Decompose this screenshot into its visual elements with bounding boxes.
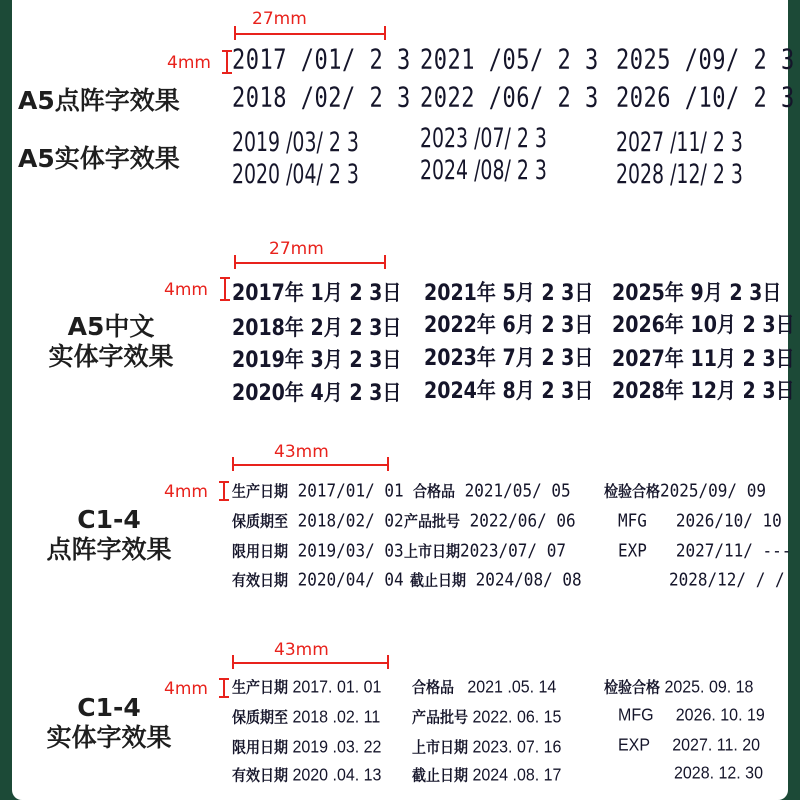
height-dimension-line [224, 277, 226, 301]
width-dimension-line [234, 33, 386, 35]
sample-row: 2024年 8月 2 3日 [424, 378, 594, 404]
sample-row: 2024 /08/ 2 3 [420, 155, 547, 185]
sample-row: 2026年 10月 2 3日 [612, 312, 795, 338]
width-dimension-tick-left [234, 255, 236, 269]
sample-row: 2021年 5月 2 3日 [424, 280, 594, 306]
width-dimension-tick-right [384, 255, 386, 269]
height-dimension-line [226, 50, 228, 74]
sample-row: 2023 /07/ 2 3 [420, 123, 547, 153]
height-dimension-cap-top [219, 678, 229, 680]
sample-row: 2028. 12. 30 [674, 764, 763, 783]
width-dimension-tick-left [234, 26, 236, 40]
sample-row: 产品批号 2022. 06. 15 [412, 708, 562, 727]
sample-row: 产品批号 2022/06/ 06 [404, 510, 576, 531]
sample-row: 生产日期 2017. 01. 01 [232, 678, 382, 697]
sample-row: 2025 /09/ 2 3 [616, 44, 795, 77]
height-dimension-cap-top [220, 277, 230, 279]
sample-row: 限用日期 2019 .03. 22 [232, 738, 382, 757]
section-label-line2: 点阵字效果 [46, 535, 172, 564]
sample-row: 2017 /01/ 2 3 [232, 44, 411, 77]
section-label-a5-cn [36, 312, 186, 372]
section-label-a5-dot: A5点阵字效果 [18, 86, 180, 115]
sample-row: 检验合格2025/09/ 09 [604, 480, 766, 501]
sample-row: 2027年 11月 2 3日 [612, 346, 795, 372]
section-a5-cn [12, 230, 795, 420]
width-dimension-line [234, 262, 386, 264]
height-dimension-line [223, 481, 225, 501]
sample-row: 2028 /12/ 2 3 [616, 159, 743, 189]
sample-row: 2020年 4月 2 3日 [232, 380, 402, 406]
sample-row: 上市日期2023/07/ 07 [404, 540, 566, 561]
section-label-c14-dot [24, 505, 194, 565]
section-label-line1: A5中文 [67, 312, 155, 341]
sample-row: 2023年 7月 2 3日 [424, 345, 594, 371]
sample-row: 2026 /10/ 2 3 [616, 82, 795, 115]
sample-row: 截止日期 2024 .08. 17 [412, 766, 562, 785]
sample-row: 有效日期 2020/04/ 04 [232, 569, 404, 590]
sample-row: 限用日期 2019/03/ 03 [232, 540, 404, 561]
width-dimension-tick-right [387, 655, 389, 669]
sample-row: EXP 2027/11/ --- [618, 540, 792, 561]
height-dimension-cap-bottom [219, 696, 229, 698]
section-label-line1: C1-4 [77, 505, 141, 534]
sample-row: 2025年 9月 2 3日 [612, 280, 782, 306]
sample-row: 2019年 3月 2 3日 [232, 347, 402, 373]
width-dimension-tick-left [232, 457, 234, 471]
sample-row: MFG 2026/10/ 10 [618, 510, 782, 531]
sample-row: 2018 /02/ 2 3 [232, 82, 411, 115]
width-dimension-tick-left [232, 655, 234, 669]
width-label: 43mm [274, 640, 329, 660]
sample-row: 2021 /05/ 2 3 [420, 44, 599, 77]
sample-row: 2018年 2月 2 3日 [232, 315, 402, 341]
height-dimension-cap-top [222, 50, 232, 52]
height-dimension-cap-top [219, 481, 229, 483]
sample-row: 2017年 1月 2 3日 [232, 280, 402, 306]
sample-row: 2022年 6月 2 3日 [424, 312, 594, 338]
height-dimension-cap-bottom [219, 499, 229, 501]
sample-row: MFG 2026. 10. 19 [618, 706, 765, 725]
height-dimension-cap-bottom [222, 72, 232, 74]
width-dimension-line [232, 464, 389, 466]
sample-row: 2019 /03/ 2 3 [232, 127, 359, 157]
width-label: 43mm [274, 442, 329, 462]
height-dimension-cap-bottom [220, 299, 230, 301]
sample-row: 保质期至 2018/02/ 02 [232, 510, 404, 531]
section-label-a5-solid: A5实体字效果 [18, 144, 180, 173]
sample-row: 2022 /06/ 2 3 [420, 82, 599, 115]
sample-row: 生产日期 2017/01/ 01 [232, 480, 404, 501]
sample-row: 保质期至 2018 .02. 11 [232, 708, 381, 727]
height-label: 4mm [164, 280, 208, 300]
sample-row: 检验合格 2025. 09. 18 [604, 678, 754, 697]
sample-row: 有效日期 2020 .04. 13 [232, 766, 382, 785]
section-label-line2: 实体字效果 [46, 723, 172, 752]
sample-row: 合格品 2021/05/ 05 [413, 480, 571, 501]
section-label-c14-solid [24, 693, 194, 753]
sample-row: EXP 2027. 11. 20 [618, 736, 761, 755]
sample-row: 合格品 2021 .05. 14 [412, 678, 557, 697]
height-label: 4mm [164, 679, 208, 699]
section-label-line2: 实体字效果 [48, 342, 174, 371]
sample-row: 截止日期 2024/08/ 08 [410, 569, 582, 590]
width-dimension-tick-right [387, 457, 389, 471]
width-label: 27mm [269, 239, 324, 259]
sample-card [12, 0, 795, 800]
width-dimension-tick-right [384, 26, 386, 40]
height-label: 4mm [167, 53, 211, 73]
sample-row: 2028/12/ / / [669, 569, 785, 590]
width-label: 27mm [252, 9, 307, 29]
sample-row: 2028年 12月 2 3日 [612, 378, 795, 404]
sample-row: 2027 /11/ 2 3 [616, 127, 743, 157]
sample-row: 上市日期 2023. 07. 16 [412, 738, 562, 757]
sample-row: 2020 /04/ 2 3 [232, 159, 359, 189]
height-dimension-line [223, 678, 225, 698]
height-label: 4mm [164, 482, 208, 502]
section-label-line1: C1-4 [77, 693, 141, 722]
section-a5 [12, 0, 795, 210]
width-dimension-line [232, 662, 389, 664]
section-c14-solid [12, 637, 788, 800]
section-c14-dot [12, 437, 792, 607]
